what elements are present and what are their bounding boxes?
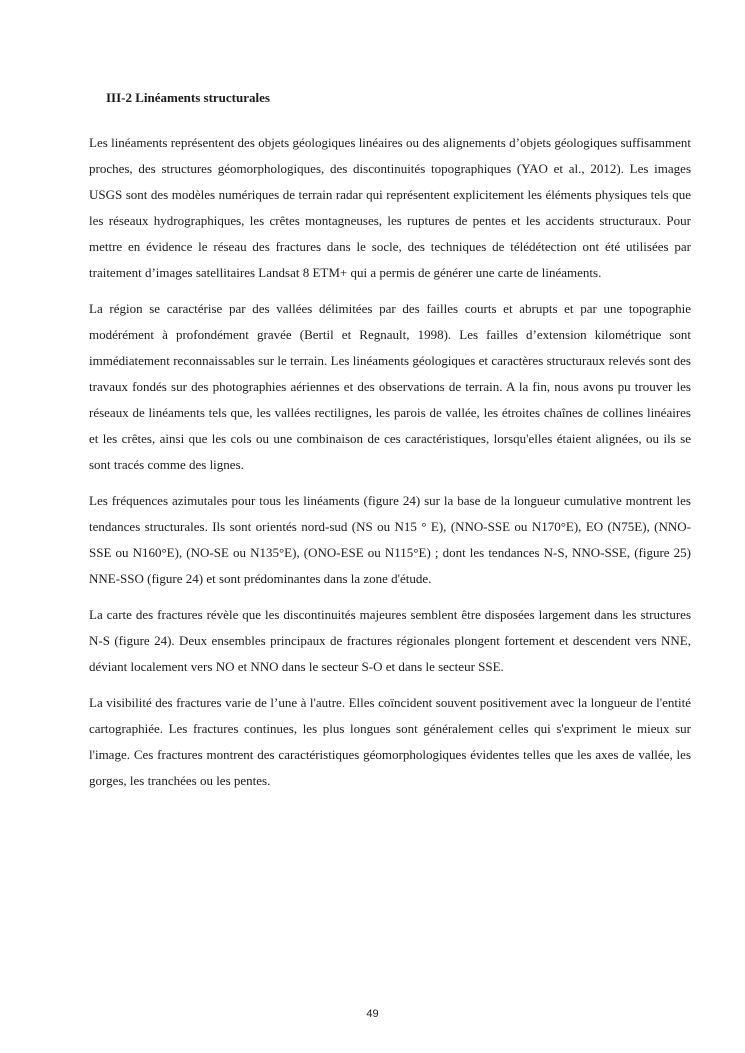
section-title: III-2 Linéaments structurales: [106, 90, 270, 105]
paragraph-3: Les fréquences azimutales pour tous les linéaments (figure 24) sur la base de la longueur cumulative montrent les tendances structurales. Ils sont orientés nord-sud (NS ou N15 ° E), (NNO-SSE ou N170°E), EO (N75E), (NNO-SSE ou N160°E), (NO-SE ou N135°E), (ONO-ESE ou N115°E) ; dont les tendances N-S, NNO-SSE, (figure 25) NNE-SSO (figure 24) et sont prédominantes dans la zone d'étude.: [89, 493, 691, 586]
paragraph-2: La région se caractérise par des vallées délimitées par des failles courts et abrupts et par une topographie modérément à profondément gravée (Bertil et Regnault, 1998). Les failles d’extension kilométrique sont immédiatement reconnaissables sur le terrain. Les linéaments géologiques et caractères structuraux relevés sont des travaux fondés sur des photographies aériennes et des observations de terrain. A la fin, nous avons pu trouver les réseaux de linéaments tels que, les vallées rectilignes, les parois de vallée, les étroites chaînes de collines linéaires et les crêtes, ainsi que les cols ou une combinaison de ces caractéristiques, lorsqu'elles étaient alignées, ou ils se sont tracés comme des lignes.: [89, 301, 691, 472]
paragraph-5: La visibilité des fractures varie de l’une à l'autre. Elles coïncident souvent positivement avec la longueur de l'entité cartographiée. Les fractures continues, les plus longues sont généralement celles qui s'expriment le mieux sur l'image. Ces fractures montrent des caractéristiques géomorphologiques évidentes telles que les axes de vallée, les gorges, les tranchées ou les pentes.: [89, 695, 691, 788]
paragraph-1: Les linéaments représentent des objets géologiques linéaires ou des alignements d’objets géologiques suffisamment proches, des structures géomorphologiques, des discontinuités topographiques (YAO et al., 2012). Les images USGS sont des modèles numériques de terrain radar qui représentent explicitement les éléments physiques tels que les réseaux hydrographiques, les crêtes montagneuses, les ruptures de pentes et les accidents structuraux. Pour mettre en évidence le réseau des fractures dans le socle, des techniques de télédétection ont été utilisées par traitement d’images satellitaires Landsat 8 ETM+ qui a permis de générer une carte de linéaments.: [89, 135, 691, 280]
body-text: [89, 130, 691, 804]
page-number: 49: [366, 1008, 379, 1020]
paragraph-4: La carte des fractures révèle que les discontinuités majeures semblent être disposées largement dans les structures N-S (figure 24). Deux ensembles principaux de fractures régionales plongent fortement et descendent vers NNE, déviant localement vers NO et NNO dans le secteur S-O et dans le secteur SSE.: [89, 607, 691, 674]
